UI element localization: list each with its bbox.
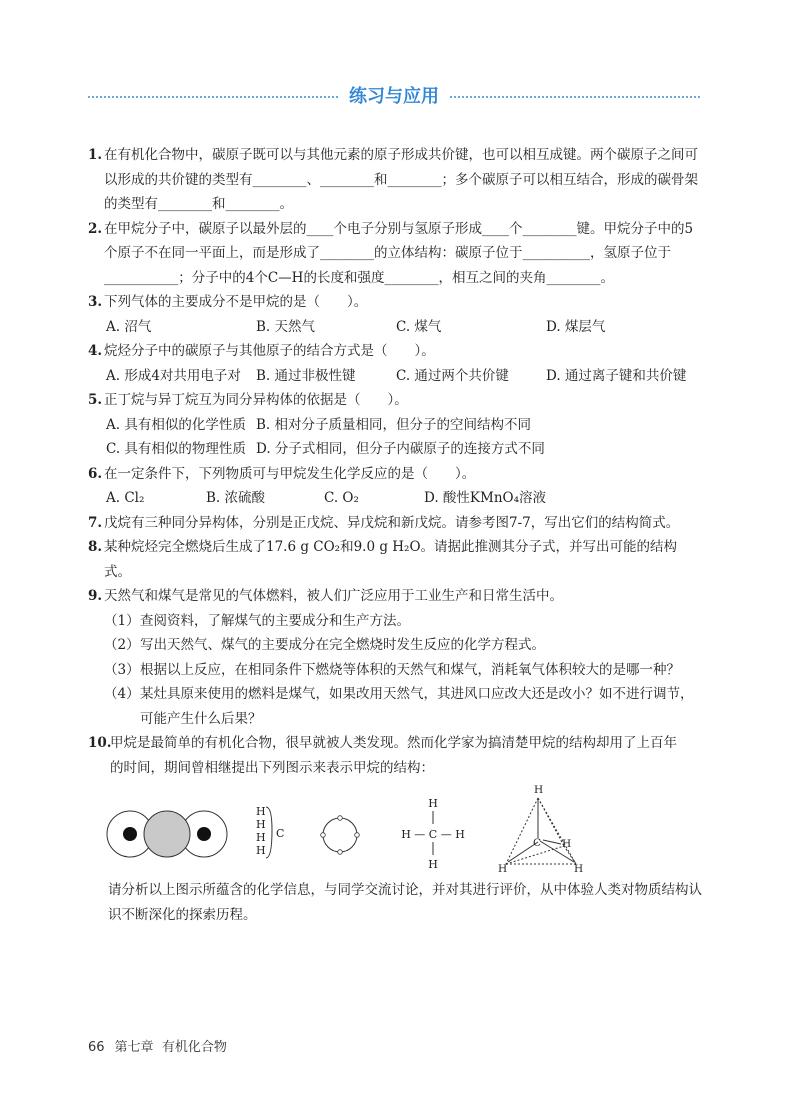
question-number: 5. xyxy=(88,392,103,408)
atom-label: H xyxy=(256,831,266,844)
option-d: D. 分子式相同，但分子内碳原子的连接方式不同 xyxy=(256,441,545,457)
sub-text: 某灶具原来使用的燃料是煤气，如果改用天然气，其进风口应改大还是改小？如不进行调节，可能产生什么后果？ xyxy=(140,686,694,727)
question-text: 某种烷烃完全燃烧后生成了17.6 g CO₂和9.0 g H₂O。请据此推测其分子式，并写出可能的结构式。 xyxy=(104,539,678,580)
question-number: 10. xyxy=(88,735,112,751)
question-10-final: 请分析以上图示所蕴含的化学信息，与同学交流讨论，并对其进行评价，从中体验人类对物质结构认识不断深化的探索历程。 xyxy=(108,882,702,923)
sphere-model xyxy=(107,811,227,857)
chapter-title: 有机化合物 xyxy=(161,1040,227,1055)
atom-label: C xyxy=(533,837,542,849)
option-d: D. 酸性KMnO₄溶液 xyxy=(424,490,547,506)
question-number: 6. xyxy=(88,465,103,482)
question-text: 正丁烷与异丁烷互为同分异构体的依据是（ ）。 xyxy=(104,392,408,408)
atom-label: H xyxy=(256,844,266,857)
atom-label: H xyxy=(428,858,438,871)
question-9 xyxy=(88,584,703,609)
option-a: A. 形成4对共用电子对 xyxy=(106,367,241,384)
option-d: D. 通过离子键和共价键 xyxy=(546,367,687,384)
atom-label: H xyxy=(256,805,266,818)
option-b: B. 相对分子质量相同，但分子的空间结构不同 xyxy=(256,416,532,433)
tetrahedron-model xyxy=(498,784,583,875)
section-title: 练习与应用 xyxy=(349,86,439,107)
sub-number: （4） xyxy=(104,686,140,702)
bracket-model xyxy=(256,805,284,858)
question-text: 在甲烷分子中，碳原子以最外层的____个电子分别与氢原子形成____个________键。甲烷分子中的5个原子不在同一平面上，而是形成了________的立体结构：碳原子位于__________，氢原子位于___________；分子中的4个C—H的长度和强度________，相互之间的夹角________。 xyxy=(104,220,694,286)
question-1 xyxy=(88,143,703,217)
question-text: 在有机化合物中，碳原子既可以与其他元素的原子形成共价键，也可以相互成键。两个碳原子之间可以形成的共价键的类型有________、________和________；多个碳原子可以相互结合，形成的碳骨架的类型有________和________。 xyxy=(104,147,698,212)
question-10 xyxy=(88,731,703,756)
question-number: 4. xyxy=(88,343,103,359)
sub-number: （1） xyxy=(104,612,140,629)
page-footer xyxy=(88,1036,227,1055)
sub-text: 根据以上反应，在相同条件下燃烧等体积的天然气和煤气，消耗氧气体积较大的是哪一种？ xyxy=(140,661,680,678)
question-9-sub-1 xyxy=(88,609,703,634)
question-9-sub-2 xyxy=(88,633,703,658)
atom-label: H xyxy=(256,818,266,831)
question-8 xyxy=(88,535,703,584)
question-9-sub-3 xyxy=(88,658,703,683)
question-5 xyxy=(88,388,703,413)
atom-label: H xyxy=(534,784,544,796)
question-5-options-row2 xyxy=(88,437,703,462)
option-c: C. O₂ xyxy=(324,490,359,506)
ring-model xyxy=(321,816,360,855)
header-dotted-line-left xyxy=(88,96,338,98)
option-b: B. 浓硫酸 xyxy=(206,490,266,506)
option-c: C. 通过两个共价键 xyxy=(396,367,509,384)
question-2 xyxy=(88,217,703,291)
question-text: 戊烷有三种同分异构体，分别是正戊烷、异戊烷和新戊烷。请参考图7-7，写出它们的结构简式。 xyxy=(104,514,680,531)
question-number: 9. xyxy=(88,588,103,604)
structural-formula xyxy=(401,797,465,871)
option-a: A. 沼气 xyxy=(106,318,152,335)
option-d: D. 煤层气 xyxy=(546,318,606,335)
question-3 xyxy=(88,290,703,315)
option-a: A. 具有相似的化学性质 xyxy=(106,416,246,433)
chapter-label: 第七章 xyxy=(114,1040,154,1055)
question-text: 下列气体的主要成分不是甲烷的是（ ）。 xyxy=(104,294,368,310)
question-number: 2. xyxy=(88,220,103,237)
question-9-sub-4 xyxy=(88,682,703,731)
atom-label: H xyxy=(498,863,508,875)
question-6-options xyxy=(88,486,703,511)
option-b: B. 通过非极性键 xyxy=(256,367,356,384)
question-3-options xyxy=(88,315,703,340)
bond-row-label: H — C — H xyxy=(401,828,465,841)
sub-number: （3） xyxy=(104,661,140,678)
question-7 xyxy=(88,511,703,536)
question-10-continued: 的时间，期间曾相继提出下列图示来表示甲烷的结构： xyxy=(110,759,434,776)
option-b: B. 天然气 xyxy=(256,318,316,335)
question-number: 7. xyxy=(88,514,103,531)
atom-label: H xyxy=(574,863,584,875)
page-number: 66 xyxy=(88,1040,105,1055)
section-header xyxy=(88,82,700,112)
sub-text: 查阅资料，了解煤气的主要成分和生产方法。 xyxy=(140,612,410,629)
atom-label: C xyxy=(276,827,285,840)
sub-text: 写出天然气、煤气的主要成分在完全燃烧时发生反应的化学方程式。 xyxy=(140,637,545,653)
header-dotted-line-right xyxy=(450,96,700,98)
question-text: 烷烃分子中的碳原子与其他原子的结合方式是（ ）。 xyxy=(104,343,435,359)
option-c: C. 具有相似的物理性质 xyxy=(106,441,246,457)
question-text: 天然气和煤气是常见的气体燃料，被人们广泛应用于工业生产和日常生活中。 xyxy=(104,588,563,604)
methane-structure-diagrams xyxy=(88,780,703,878)
atom-label: H xyxy=(428,797,438,810)
question-number: 8. xyxy=(88,539,103,555)
exercise-list xyxy=(88,143,703,927)
option-c: C. 煤气 xyxy=(396,318,442,335)
question-5-options-row1 xyxy=(88,413,703,438)
question-text: 在一定条件下，下列物质可与甲烷发生化学反应的是（ ）。 xyxy=(104,465,476,482)
question-number: 3. xyxy=(88,294,103,310)
option-a: A. Cl₂ xyxy=(106,490,145,506)
question-text: 甲烷是最简单的有机化合物，很早就被人类发现。然而化学家为搞清楚甲烷的结构却用了上百年 xyxy=(110,735,677,751)
question-4 xyxy=(88,339,703,364)
question-4-options xyxy=(88,364,703,389)
sub-number: （2） xyxy=(104,637,140,653)
atom-label: H xyxy=(562,838,572,850)
methane-models-svg xyxy=(88,780,703,878)
question-number: 1. xyxy=(88,147,103,163)
question-6 xyxy=(88,462,703,487)
